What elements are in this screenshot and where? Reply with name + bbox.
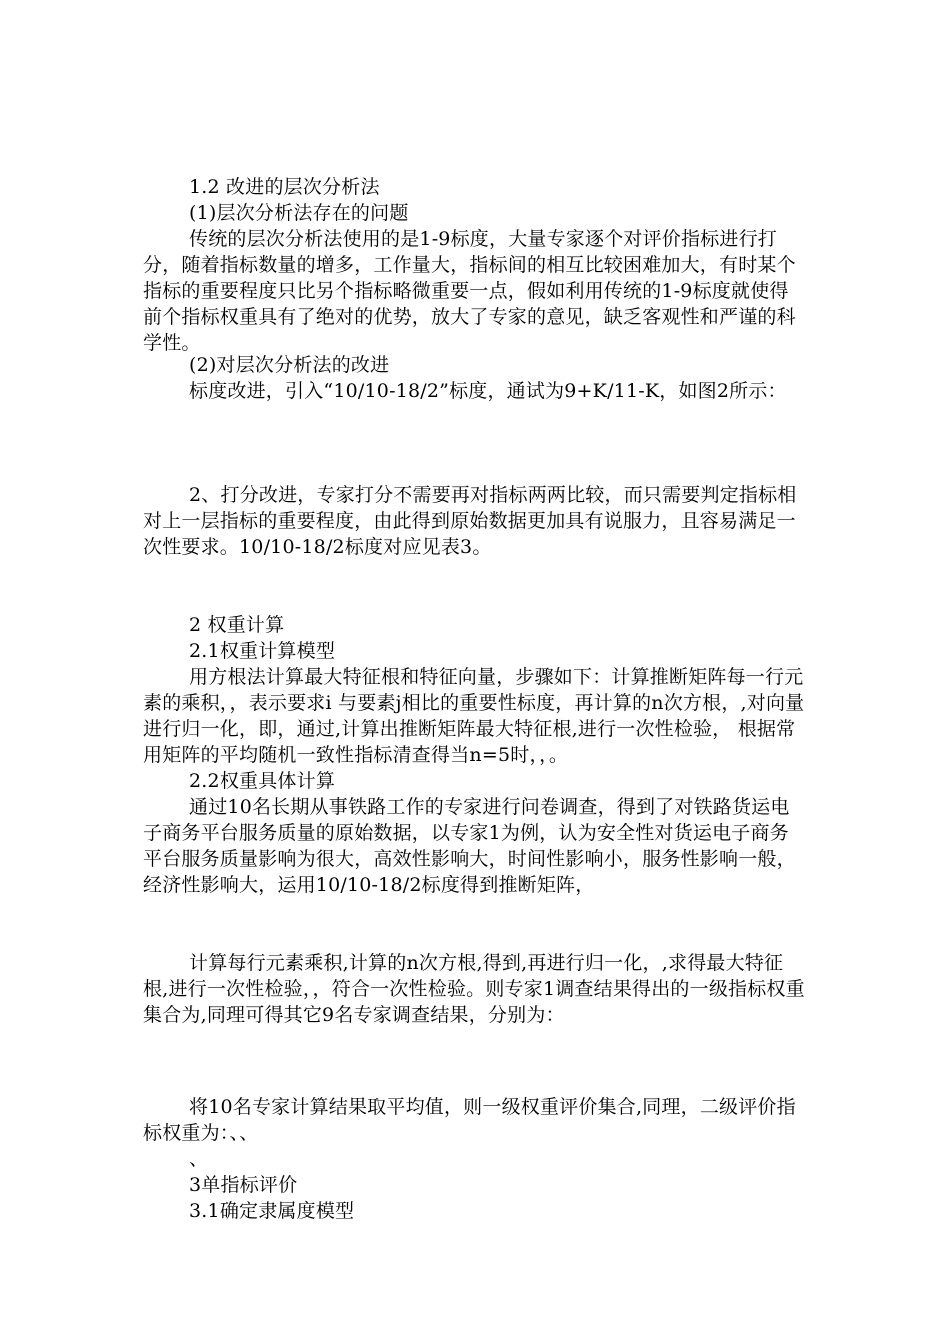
section-heading-3: 3单指标评价 — [189, 1174, 298, 1196]
paragraph-average-results-tail: 、 — [189, 1148, 209, 1170]
subheading-membership-model: 3.1确定隶属度模型 — [189, 1200, 355, 1222]
section-heading-1-2: 1.2 改进的层次分析法 — [189, 176, 380, 198]
paragraph-problems: 传统的层次分析法使用的是1-9标度，大量专家逐个对评价指标进行打分，随着指标数量的增多，工作量大，指标间的相互比较困难加大，有时某个指标的重要程度只比另个指标略微重要一点，假如利用传统的1-9标度就使得前个指标权重具有了绝对的优势，放大了专家的意见，缺乏客观性和严谨的科学性。 — [143, 228, 796, 354]
subheading-weight-calculation: 2.2权重具体计算 — [189, 770, 336, 792]
paragraph-weight-model: 用方根法计算最大特征根和特征向量，步骤如下：计算推断矩阵每一行元素的乘积，，表示要求i 与要素j相比的重要性标度，再计算的n次方根，,对向量进行归一化，即，通过,计算出推断矩阵最大特征根,进行一次性检验， 根据常用矩阵的平均随机一致性指标清查得当n=5时，，。 — [143, 666, 805, 766]
paragraph-average-results: 将10名专家计算结果取平均值，则一级权重评价集合,同理，二级评价指标权重为：、、 — [143, 1096, 796, 1144]
subheading-improvement: (2)对层次分析法的改进 — [189, 354, 390, 376]
subheading-weight-model: 2.1权重计算模型 — [189, 640, 336, 662]
paragraph-expert-survey: 通过10名长期从事铁路工作的专家进行问卷调查，得到了对铁路货运电子商务平台服务质量的原始数据，以专家1为例，认为安全性对货运电子商务平台服务质量影响为很大，高效性影响大，时间性影响小，服务性影响一般，经济性影响大，运用10/10-18/2标度得到推断矩阵， — [143, 796, 796, 896]
subheading-problems: (1)层次分析法存在的问题 — [189, 202, 409, 224]
paragraph-calculation-steps: 计算每行元素乘积,计算的n次方根,得到,再进行归一化，,求得最大特征根,进行一次性检验，，符合一次性检验。则专家1调查结果得出的一级指标权重集合为,同理可得其它9名专家调查结果，分别为： — [143, 952, 805, 1026]
section-heading-2: 2 权重计算 — [189, 614, 285, 636]
paragraph-scale-improvement: 标度改进，引入“10/10-18/2”标度，通试为9+K/11-K，如图2所示： — [189, 380, 787, 402]
paragraph-scoring-improvement: 2、打分改进，专家打分不需要再对指标两两比较，而只需要判定指标相对上一层指标的重要程度，由此得到原始数据更加具有说服力，且容易满足一次性要求。10/10-18/2标度对应见表3。 — [143, 484, 797, 558]
